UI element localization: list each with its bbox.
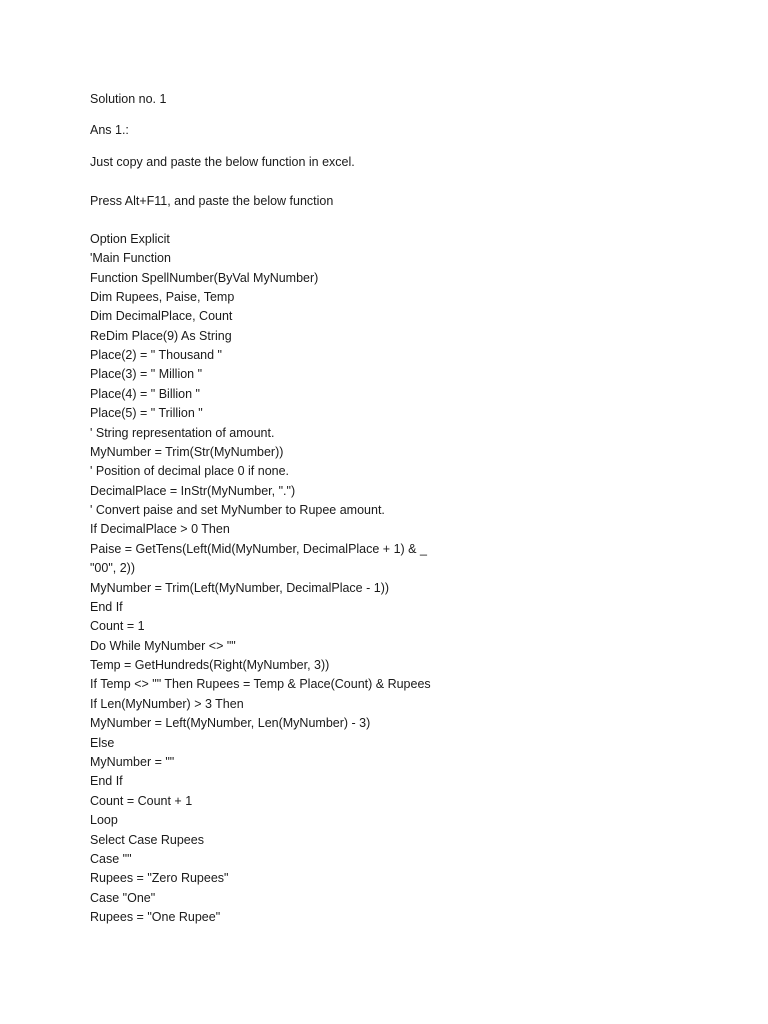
code-line: Else bbox=[90, 736, 115, 750]
intro-text-copy-paste: Just copy and paste the below function in excel. bbox=[90, 155, 355, 169]
code-line: End If bbox=[90, 774, 123, 788]
code-line: If Len(MyNumber) > 3 Then bbox=[90, 697, 244, 711]
code-line: ' String representation of amount. bbox=[90, 426, 275, 440]
code-line: ' Position of decimal place 0 if none. bbox=[90, 464, 290, 478]
code-line: Dim DecimalPlace, Count bbox=[90, 309, 233, 323]
code-line: Option Explicit bbox=[90, 232, 170, 246]
solution-title: Solution no. 1 bbox=[90, 92, 167, 106]
code-line: DecimalPlace = InStr(MyNumber, ".") bbox=[90, 484, 296, 498]
code-line: ReDim Place(9) As String bbox=[90, 329, 232, 343]
code-line: Rupees = "One Rupee" bbox=[90, 910, 221, 924]
code-line: Place(2) = " Thousand " bbox=[90, 348, 222, 362]
code-line: If Temp <> "" Then Rupees = Temp & Place(Count) & Rupees bbox=[90, 677, 431, 691]
code-line: Do While MyNumber <> "" bbox=[90, 639, 236, 653]
answer-label: Ans 1.: bbox=[90, 123, 129, 137]
code-line: Temp = GetHundreds(Right(MyNumber, 3)) bbox=[90, 658, 330, 672]
code-line: Count = Count + 1 bbox=[90, 794, 193, 808]
code-line: Function SpellNumber(ByVal MyNumber) bbox=[90, 271, 319, 285]
code-line: Rupees = "Zero Rupees" bbox=[90, 871, 229, 885]
code-line: Dim Rupees, Paise, Temp bbox=[90, 290, 235, 304]
code-line: Loop bbox=[90, 813, 118, 827]
code-line: ' Convert paise and set MyNumber to Rupee amount. bbox=[90, 503, 385, 517]
code-line: Place(4) = " Billion " bbox=[90, 387, 200, 401]
code-line: Paise = GetTens(Left(Mid(MyNumber, DecimalPlace + 1) & _ bbox=[90, 542, 427, 556]
code-line: Place(3) = " Million " bbox=[90, 367, 203, 381]
code-line: Count = 1 bbox=[90, 619, 145, 633]
code-line: Case "" bbox=[90, 852, 132, 866]
code-line: MyNumber = Trim(Left(MyNumber, DecimalPlace - 1)) bbox=[90, 581, 390, 595]
code-line: End If bbox=[90, 600, 123, 614]
code-line: MyNumber = "" bbox=[90, 755, 175, 769]
code-line: 'Main Function bbox=[90, 251, 171, 265]
code-line: Select Case Rupees bbox=[90, 833, 204, 847]
code-line: MyNumber = Trim(Str(MyNumber)) bbox=[90, 445, 284, 459]
intro-text-press-alt-f11: Press Alt+F11, and paste the below function bbox=[90, 194, 334, 208]
code-line: Case "One" bbox=[90, 891, 156, 905]
code-line: Place(5) = " Trillion " bbox=[90, 406, 203, 420]
code-line: MyNumber = Left(MyNumber, Len(MyNumber) - 3) bbox=[90, 716, 371, 730]
code-line: "00", 2)) bbox=[90, 561, 136, 575]
code-line: If DecimalPlace > 0 Then bbox=[90, 522, 230, 536]
